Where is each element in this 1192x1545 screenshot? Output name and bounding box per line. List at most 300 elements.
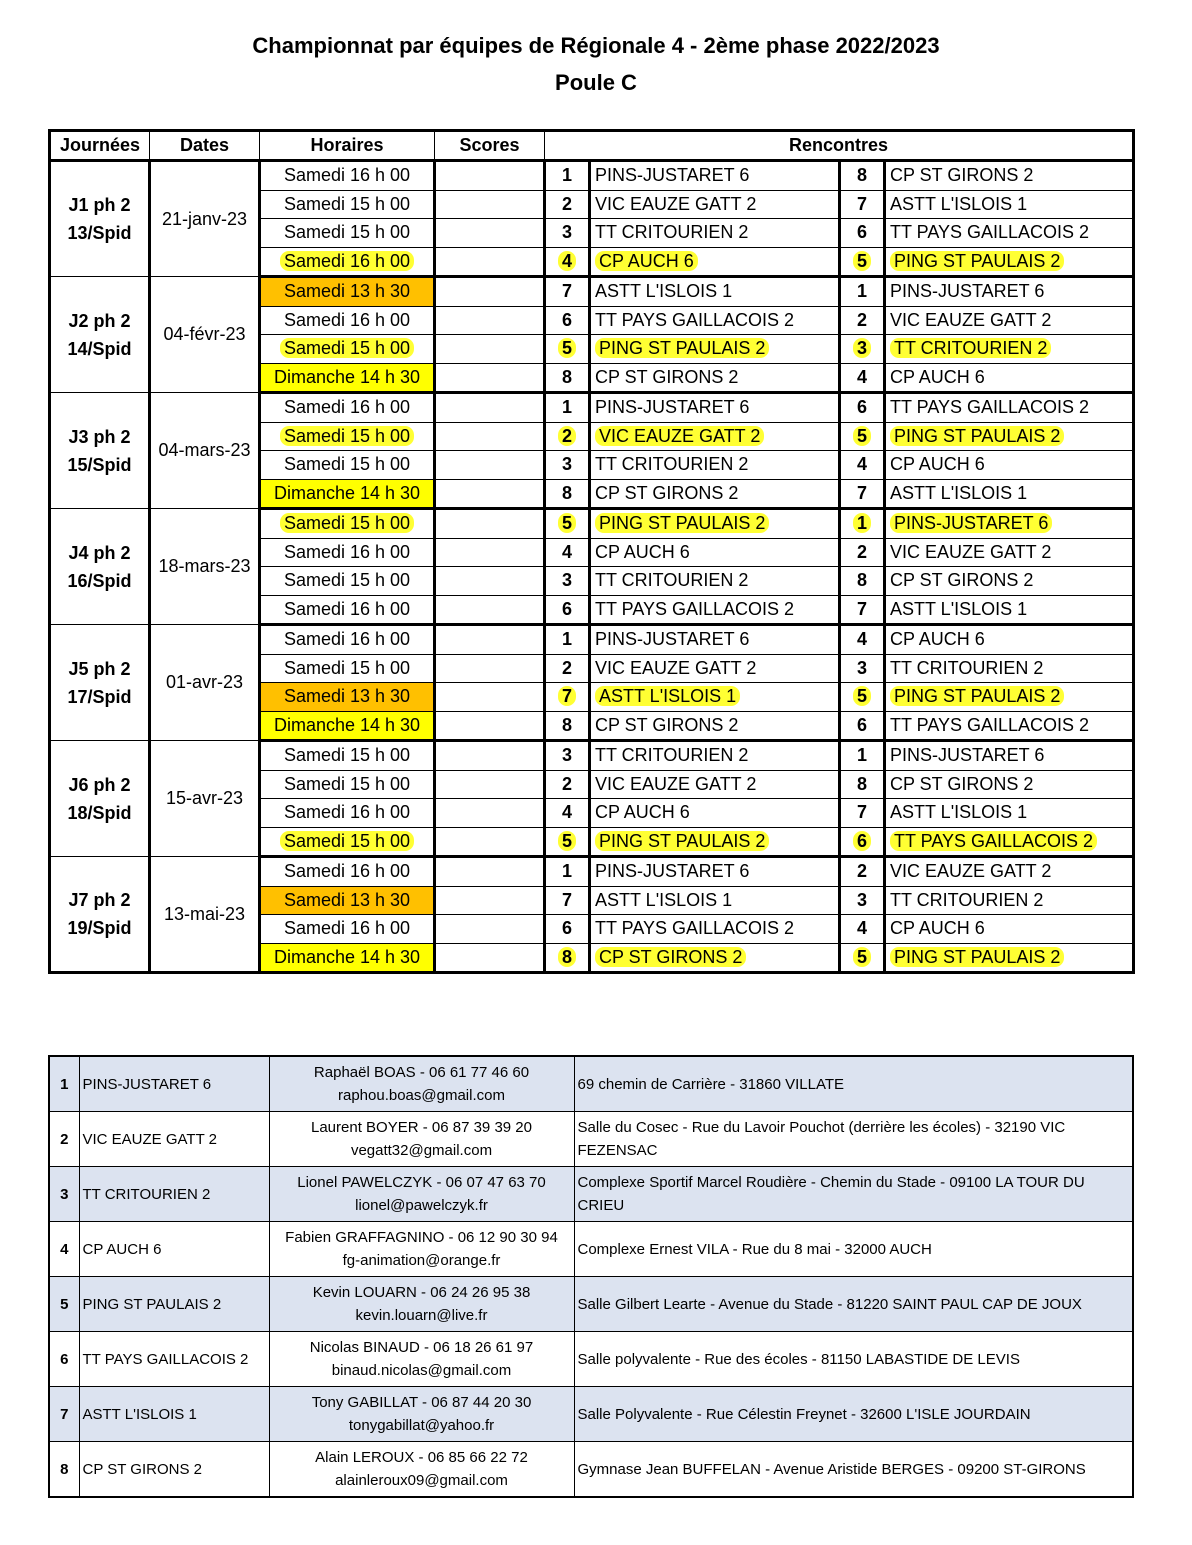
away-team-cell xyxy=(885,595,1134,625)
home-number: 7 xyxy=(561,281,572,302)
away-team: ASTT L'ISLOIS 1 xyxy=(890,193,1028,214)
home-team: CP AUCH 6 xyxy=(595,251,698,271)
time-cell xyxy=(260,393,435,423)
away-team: TT CRITOURIEN 2 xyxy=(890,338,1051,358)
away-team: VIC EAUZE GATT 2 xyxy=(890,861,1052,882)
time-cell xyxy=(260,161,435,191)
match-row xyxy=(50,277,1134,307)
journee-label: J1 ph 2 xyxy=(68,195,131,215)
home-number-cell xyxy=(545,335,590,364)
journee-cell xyxy=(50,277,150,393)
away-team: ASTT L'ISLOIS 1 xyxy=(890,802,1028,823)
home-number-cell xyxy=(545,654,590,683)
score-cell[interactable] xyxy=(435,683,545,712)
home-number: 5 xyxy=(558,831,576,851)
away-number-cell xyxy=(840,595,885,625)
home-number: 2 xyxy=(558,426,576,446)
team-contact: Laurent BOYER - 06 87 39 39 20 xyxy=(311,1119,532,1136)
away-team: TT PAYS GAILLACOIS 2 xyxy=(890,714,1090,735)
journee-label: J6 ph 2 xyxy=(68,774,131,795)
score-cell[interactable] xyxy=(435,393,545,423)
time-cell xyxy=(260,711,435,741)
team-email[interactable]: tonygabillat@yahoo.fr xyxy=(348,1417,495,1434)
journee-label: J7 ph 2 xyxy=(68,890,131,910)
match-row xyxy=(50,509,1134,539)
score-cell[interactable] xyxy=(435,857,545,887)
away-number-cell xyxy=(840,219,885,248)
home-number-cell xyxy=(545,538,590,567)
away-number: 1 xyxy=(853,513,871,533)
away-team: CP ST GIRONS 2 xyxy=(890,570,1034,591)
away-team: PING ST PAULAIS 2 xyxy=(890,251,1064,271)
away-team: TT PAYS GAILLACOIS 2 xyxy=(890,831,1097,851)
away-number: 7 xyxy=(856,598,867,619)
away-number: 8 xyxy=(856,165,867,186)
home-number-cell xyxy=(545,827,590,857)
page-title: Championnat par équipes de Régionale 4 - 2ème phase 2022/2023 xyxy=(252,33,940,58)
time-cell xyxy=(260,741,435,771)
score-cell[interactable] xyxy=(435,422,545,451)
home-team-cell xyxy=(590,479,840,509)
away-team-cell xyxy=(885,247,1134,277)
home-number: 4 xyxy=(561,802,572,823)
team-row xyxy=(49,1442,1133,1498)
score-cell[interactable] xyxy=(435,886,545,915)
header-journees: Journées xyxy=(50,131,150,161)
away-team: CP AUCH 6 xyxy=(890,454,985,475)
home-team: PINS-JUSTARET 6 xyxy=(595,861,750,882)
away-number: 6 xyxy=(856,714,867,735)
away-team: VIC EAUZE GATT 2 xyxy=(890,309,1052,330)
date-cell: 04-févr-23 xyxy=(150,277,260,393)
away-team: CP ST GIRONS 2 xyxy=(890,165,1034,186)
home-team-cell xyxy=(590,886,840,915)
away-team: PING ST PAULAIS 2 xyxy=(890,426,1064,446)
home-team: CP AUCH 6 xyxy=(595,541,690,562)
schedule-header-row xyxy=(50,131,1134,161)
journee-cell xyxy=(50,857,150,973)
time-text: Dimanche 14 h 30 xyxy=(273,482,421,503)
away-number: 5 xyxy=(853,686,871,706)
score-cell[interactable] xyxy=(435,595,545,625)
team-row xyxy=(49,1332,1133,1387)
time-text: Samedi 15 h 00 xyxy=(283,193,411,214)
away-number: 4 xyxy=(856,366,867,387)
home-team-cell xyxy=(590,190,840,219)
score-cell[interactable] xyxy=(435,654,545,683)
home-team-cell xyxy=(590,857,840,887)
home-number-cell xyxy=(545,567,590,596)
journee-label: J3 ph 2 xyxy=(68,426,131,447)
away-team-cell xyxy=(885,538,1134,567)
time-cell xyxy=(260,190,435,219)
home-team: ASTT L'ISLOIS 1 xyxy=(595,281,733,302)
team-name: VIC EAUZE GATT 2 xyxy=(79,1112,269,1167)
away-number: 6 xyxy=(856,397,867,418)
score-cell[interactable] xyxy=(435,711,545,741)
time-text: Samedi 16 h 00 xyxy=(280,251,414,271)
home-team-cell xyxy=(590,943,840,973)
score-cell[interactable] xyxy=(435,190,545,219)
home-number-cell xyxy=(545,595,590,625)
away-number: 3 xyxy=(856,657,867,678)
score-cell[interactable] xyxy=(435,161,545,191)
home-team: PINS-JUSTARET 6 xyxy=(595,165,750,186)
away-number-cell xyxy=(840,306,885,335)
time-text: Samedi 13 h 30 xyxy=(283,686,411,707)
home-number-cell xyxy=(545,247,590,277)
score-cell[interactable] xyxy=(435,567,545,596)
team-number: 5 xyxy=(49,1277,79,1332)
home-team-cell xyxy=(590,654,840,683)
date-cell: 21-janv-23 xyxy=(150,161,260,277)
away-number-cell xyxy=(840,827,885,857)
team-name: PINS-JUSTARET 6 xyxy=(79,1056,269,1112)
home-team-cell xyxy=(590,799,840,828)
home-team: TT CRITOURIEN 2 xyxy=(595,222,749,243)
time-cell xyxy=(260,770,435,799)
journee-cell xyxy=(50,393,150,509)
journee-cell xyxy=(50,509,150,625)
match-row xyxy=(50,625,1134,655)
away-number: 2 xyxy=(856,861,867,882)
score-cell[interactable] xyxy=(435,770,545,799)
team-email[interactable]: alainleroux09@gmail.com xyxy=(335,1472,508,1489)
home-number-cell xyxy=(545,711,590,741)
home-team: TT PAYS GAILLACOIS 2 xyxy=(595,918,795,939)
home-number: 8 xyxy=(561,714,572,735)
home-team-cell xyxy=(590,335,840,364)
score-cell[interactable] xyxy=(435,306,545,335)
journee-label: J2 ph 2 xyxy=(68,310,131,331)
home-number: 2 xyxy=(561,657,572,678)
away-team-cell xyxy=(885,799,1134,828)
home-team: TT CRITOURIEN 2 xyxy=(595,454,749,475)
header-rencontres: Rencontres xyxy=(545,131,1134,161)
journee-cell xyxy=(50,625,150,741)
away-team-cell xyxy=(885,161,1134,191)
team-name: CP AUCH 6 xyxy=(79,1222,269,1277)
away-number: 4 xyxy=(856,454,867,475)
score-cell[interactable] xyxy=(435,827,545,857)
score-cell[interactable] xyxy=(435,479,545,509)
time-text: Samedi 16 h 00 xyxy=(283,629,411,650)
away-team-cell xyxy=(885,363,1134,393)
team-email[interactable]: fg-animation@orange.fr xyxy=(342,1252,501,1269)
team-number: 4 xyxy=(49,1222,79,1277)
score-cell[interactable] xyxy=(435,219,545,248)
team-address: Salle polyvalente - Rue des écoles - 81150 LABASTIDE DE LEVIS xyxy=(574,1332,1133,1387)
away-team-cell xyxy=(885,827,1134,857)
team-email[interactable]: vegatt32@gmail.com xyxy=(350,1142,493,1159)
time-text: Samedi 16 h 00 xyxy=(283,165,411,186)
away-team-cell xyxy=(885,741,1134,771)
home-team: CP AUCH 6 xyxy=(595,802,690,823)
score-cell[interactable] xyxy=(435,277,545,307)
score-cell[interactable] xyxy=(435,509,545,539)
time-text: Dimanche 14 h 30 xyxy=(273,946,421,967)
away-number: 7 xyxy=(856,482,867,503)
time-text: Samedi 16 h 00 xyxy=(283,802,411,823)
home-team: TT PAYS GAILLACOIS 2 xyxy=(595,309,795,330)
away-number: 1 xyxy=(856,281,867,302)
team-row xyxy=(49,1167,1133,1222)
home-team-cell xyxy=(590,827,840,857)
time-cell xyxy=(260,595,435,625)
spid-label: 18/Spid xyxy=(67,802,132,823)
away-team-cell xyxy=(885,451,1134,480)
home-number: 8 xyxy=(561,366,572,387)
home-number: 6 xyxy=(561,598,572,619)
team-number: 1 xyxy=(49,1056,79,1112)
team-contact: Nicolas BINAUD - 06 18 26 61 97 xyxy=(309,1339,534,1356)
away-number-cell xyxy=(840,393,885,423)
away-team-cell xyxy=(885,422,1134,451)
time-text: Samedi 15 h 00 xyxy=(283,454,411,475)
score-cell[interactable] xyxy=(435,799,545,828)
time-text: Samedi 15 h 00 xyxy=(283,222,411,243)
team-row xyxy=(49,1387,1133,1442)
home-number-cell xyxy=(545,161,590,191)
spid-label: 14/Spid xyxy=(67,338,132,359)
away-number-cell xyxy=(840,509,885,539)
home-number-cell xyxy=(545,625,590,655)
away-team-cell xyxy=(885,915,1134,944)
away-team-cell xyxy=(885,335,1134,364)
away-number: 3 xyxy=(856,889,867,910)
home-team: VIC EAUZE GATT 2 xyxy=(595,657,757,678)
home-number-cell xyxy=(545,509,590,539)
spid-label: 15/Spid xyxy=(67,454,132,475)
away-number: 8 xyxy=(856,773,867,794)
home-number-cell xyxy=(545,886,590,915)
spid-label: 17/Spid xyxy=(67,686,132,707)
away-number: 3 xyxy=(853,338,871,358)
away-number: 5 xyxy=(853,947,871,967)
away-number: 7 xyxy=(856,802,867,823)
away-number-cell xyxy=(840,711,885,741)
time-cell xyxy=(260,827,435,857)
home-team: PING ST PAULAIS 2 xyxy=(595,513,769,533)
away-team: CP AUCH 6 xyxy=(890,366,985,387)
home-number-cell xyxy=(545,190,590,219)
away-number-cell xyxy=(840,479,885,509)
team-name: ASTT L'ISLOIS 1 xyxy=(79,1387,269,1442)
home-number-cell xyxy=(545,393,590,423)
score-cell[interactable] xyxy=(435,625,545,655)
away-number-cell xyxy=(840,741,885,771)
home-team: PING ST PAULAIS 2 xyxy=(595,338,769,358)
away-team: TT CRITOURIEN 2 xyxy=(890,889,1044,910)
home-team-cell xyxy=(590,219,840,248)
away-number: 1 xyxy=(856,745,867,766)
away-number-cell xyxy=(840,277,885,307)
score-cell[interactable] xyxy=(435,943,545,973)
journee-cell xyxy=(50,741,150,857)
away-number-cell xyxy=(840,886,885,915)
team-email[interactable]: raphou.boas@gmail.com xyxy=(338,1087,505,1104)
away-team-cell xyxy=(885,393,1134,423)
team-contact-cell xyxy=(269,1277,574,1332)
away-number-cell xyxy=(840,247,885,277)
away-number-cell xyxy=(840,567,885,596)
time-text: Samedi 15 h 00 xyxy=(283,570,411,591)
time-text: Samedi 15 h 00 xyxy=(283,657,411,678)
time-text: Samedi 15 h 00 xyxy=(283,773,411,794)
team-contact-cell xyxy=(269,1112,574,1167)
time-text: Dimanche 14 h 30 xyxy=(273,366,421,387)
team-email[interactable]: lionel@pawelczyk.fr xyxy=(355,1197,488,1214)
away-number-cell xyxy=(840,915,885,944)
score-cell[interactable] xyxy=(435,741,545,771)
home-team-cell xyxy=(590,538,840,567)
time-text: Samedi 13 h 30 xyxy=(283,889,411,910)
team-address: Salle Polyvalente - Rue Célestin Freynet - 32600 L'ISLE JOURDAIN xyxy=(574,1387,1133,1442)
home-number: 3 xyxy=(561,745,572,766)
team-contact: Tony GABILLAT - 06 87 44 20 30 xyxy=(311,1394,532,1411)
match-row xyxy=(50,393,1134,423)
time-cell xyxy=(260,363,435,393)
spid-label: 16/Spid xyxy=(67,570,132,591)
away-number-cell xyxy=(840,161,885,191)
home-number-cell xyxy=(545,363,590,393)
home-team-cell xyxy=(590,247,840,277)
away-number: 7 xyxy=(856,193,867,214)
away-team-cell xyxy=(885,683,1134,712)
team-contact: Lionel PAWELCZYK - 06 07 47 63 70 xyxy=(297,1174,546,1191)
home-team-cell xyxy=(590,711,840,741)
match-row xyxy=(50,857,1134,887)
away-number-cell xyxy=(840,799,885,828)
team-email[interactable]: kevin.louarn@live.fr xyxy=(355,1307,488,1324)
time-text: Samedi 13 h 30 xyxy=(283,281,411,302)
team-name: PING ST PAULAIS 2 xyxy=(79,1277,269,1332)
away-number-cell xyxy=(840,943,885,973)
date-cell: 15-avr-23 xyxy=(150,741,260,857)
home-team: PINS-JUSTARET 6 xyxy=(595,629,750,650)
home-number: 5 xyxy=(558,513,576,533)
away-team-cell xyxy=(885,654,1134,683)
away-team: CP AUCH 6 xyxy=(890,918,985,939)
home-team-cell xyxy=(590,595,840,625)
away-number: 5 xyxy=(853,426,871,446)
time-text: Samedi 15 h 00 xyxy=(280,426,414,446)
time-cell xyxy=(260,915,435,944)
away-number-cell xyxy=(840,654,885,683)
away-number-cell xyxy=(840,335,885,364)
home-number: 7 xyxy=(558,686,576,706)
time-cell xyxy=(260,335,435,364)
away-team: PING ST PAULAIS 2 xyxy=(890,686,1064,706)
away-team: VIC EAUZE GATT 2 xyxy=(890,541,1052,562)
home-number-cell xyxy=(545,451,590,480)
match-row xyxy=(50,741,1134,771)
away-number: 8 xyxy=(856,570,867,591)
away-number: 5 xyxy=(853,251,871,271)
away-number-cell xyxy=(840,363,885,393)
time-cell xyxy=(260,567,435,596)
home-number: 8 xyxy=(561,482,572,503)
home-team: CP ST GIRONS 2 xyxy=(595,366,739,387)
time-cell xyxy=(260,799,435,828)
header-scores: Scores xyxy=(435,131,545,161)
home-team: VIC EAUZE GATT 2 xyxy=(595,193,757,214)
score-cell[interactable] xyxy=(435,915,545,944)
away-team-cell xyxy=(885,567,1134,596)
score-cell[interactable] xyxy=(435,363,545,393)
home-team-cell xyxy=(590,567,840,596)
home-team: PING ST PAULAIS 2 xyxy=(595,831,769,851)
home-number: 1 xyxy=(561,397,572,418)
team-contact-cell xyxy=(269,1387,574,1442)
home-team: ASTT L'ISLOIS 1 xyxy=(595,686,740,706)
team-name: TT CRITOURIEN 2 xyxy=(79,1167,269,1222)
time-cell xyxy=(260,886,435,915)
home-number: 5 xyxy=(558,338,576,358)
journee-label: J4 ph 2 xyxy=(68,542,131,563)
away-number: 4 xyxy=(856,918,867,939)
time-text: Samedi 16 h 00 xyxy=(283,918,411,939)
team-address: Gymnase Jean BUFFELAN - Avenue Aristide BERGES - 09200 ST-GIRONS xyxy=(574,1442,1133,1498)
team-contact-cell xyxy=(269,1222,574,1277)
score-cell[interactable] xyxy=(435,538,545,567)
away-team: CP AUCH 6 xyxy=(890,629,985,650)
header-horaires: Horaires xyxy=(260,131,435,161)
home-number-cell xyxy=(545,770,590,799)
home-number-cell xyxy=(545,943,590,973)
home-team-cell xyxy=(590,393,840,423)
home-number: 3 xyxy=(561,222,572,243)
away-team-cell xyxy=(885,509,1134,539)
time-cell xyxy=(260,277,435,307)
away-team: PINS-JUSTARET 6 xyxy=(890,513,1052,533)
score-cell[interactable] xyxy=(435,247,545,277)
away-number-cell xyxy=(840,683,885,712)
away-number-cell xyxy=(840,190,885,219)
time-cell xyxy=(260,654,435,683)
team-name: TT PAYS GAILLACOIS 2 xyxy=(79,1332,269,1387)
time-cell xyxy=(260,538,435,567)
team-contact: Kevin LOUARN - 06 24 26 95 38 xyxy=(312,1284,531,1301)
score-cell[interactable] xyxy=(435,335,545,364)
home-number-cell xyxy=(545,683,590,712)
team-contact-cell xyxy=(269,1167,574,1222)
home-team-cell xyxy=(590,915,840,944)
team-row xyxy=(49,1056,1133,1112)
away-team: TT PAYS GAILLACOIS 2 xyxy=(890,222,1090,243)
away-team-cell xyxy=(885,277,1134,307)
date-cell: 13-mai-23 xyxy=(150,857,260,973)
home-number: 8 xyxy=(558,947,576,967)
home-team: PINS-JUSTARET 6 xyxy=(595,397,750,418)
date-cell: 01-avr-23 xyxy=(150,625,260,741)
team-email[interactable]: binaud.nicolas@gmail.com xyxy=(331,1362,512,1379)
home-number: 2 xyxy=(561,773,572,794)
time-cell xyxy=(260,451,435,480)
team-row xyxy=(49,1222,1133,1277)
team-address: Complexe Ernest VILA - Rue du 8 mai - 32000 AUCH xyxy=(574,1222,1133,1277)
time-cell xyxy=(260,625,435,655)
home-team-cell xyxy=(590,306,840,335)
away-number-cell xyxy=(840,770,885,799)
team-row xyxy=(49,1112,1133,1167)
home-number: 3 xyxy=(561,454,572,475)
home-team: CP ST GIRONS 2 xyxy=(595,482,739,503)
team-number: 2 xyxy=(49,1112,79,1167)
home-team-cell xyxy=(590,509,840,539)
team-contact-cell xyxy=(269,1056,574,1112)
score-cell[interactable] xyxy=(435,451,545,480)
